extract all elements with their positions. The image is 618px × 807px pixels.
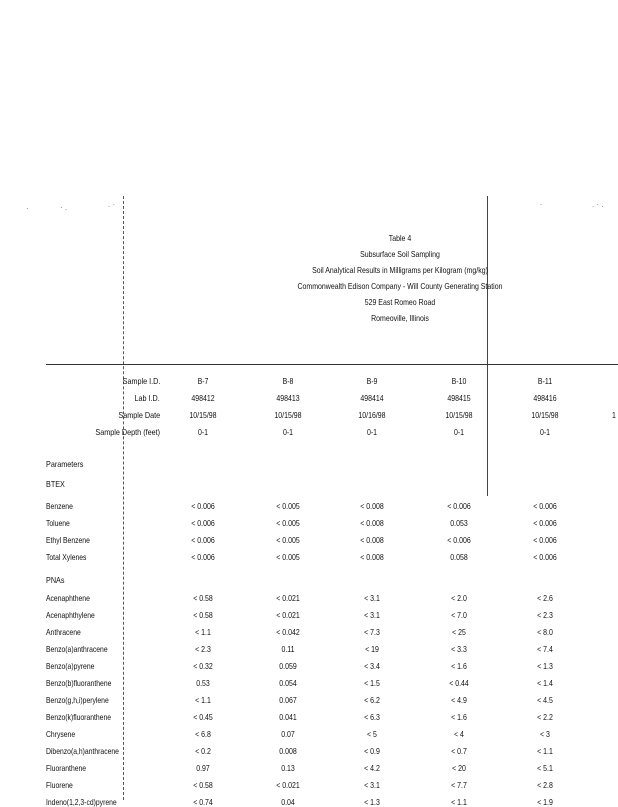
table-cell: < 0.44 (449, 678, 469, 688)
table-cell: 0.13 (281, 763, 295, 773)
table-cell: < 1.1 (195, 695, 211, 705)
row-label: Benzo(k)fluoranthene (46, 712, 112, 722)
table-cell: < 0.005 (276, 552, 300, 562)
table-cell: < 0.2 (195, 746, 211, 756)
table-cell: < 7.0 (451, 610, 467, 620)
table-cell: < 4 (454, 729, 464, 739)
row-label: Benzo(b)fluoranthene (46, 678, 112, 688)
column-lab-id: 498414 (360, 393, 384, 403)
table-cell: < 0.021 (276, 610, 300, 620)
table-cell: < 2.0 (451, 593, 467, 603)
row-label: Fluorene (46, 780, 73, 790)
table-cell: < 1.5 (364, 678, 380, 688)
table-cell: < 1.1 (451, 797, 467, 807)
table-cell: 0.07 (281, 729, 295, 739)
table-cell: < 0.005 (276, 518, 300, 528)
scan-vertical-line (123, 196, 124, 800)
column-sample-id: B-10 (451, 376, 467, 386)
table-cell: < 0.006 (191, 501, 215, 511)
column-sample-depth: 0-1 (453, 427, 465, 437)
company-name: Commonwealth Edison Company - Will County Generating Station (297, 281, 503, 291)
row-label: Toluene (46, 518, 70, 528)
table-cell: < 2.3 (537, 610, 553, 620)
header-sample-depth: Sample Depth (feet) (95, 427, 160, 437)
table-cell: 0.11 (281, 644, 295, 654)
table-cell: < 0.58 (193, 593, 213, 603)
table-cell: 0.97 (196, 763, 210, 773)
table-cell: 0.041 (279, 712, 297, 722)
table-cell: < 0.006 (533, 552, 557, 562)
table-cell: < 0.006 (533, 518, 557, 528)
table-cell: < 0.9 (364, 746, 380, 756)
table-cell: < 2.2 (537, 712, 553, 722)
row-label: Total Xylenes (46, 552, 87, 562)
table-cell: < 0.008 (360, 552, 384, 562)
column-sample-id: B-8 (282, 376, 294, 386)
table-cell: < 20 (452, 763, 466, 773)
table-cell: < 4.2 (364, 763, 380, 773)
table-cell: < 0.006 (447, 535, 471, 545)
table-cell: < 1.6 (451, 712, 467, 722)
table-cell: < 19 (365, 644, 379, 654)
row-label: Fluoranthene (46, 763, 87, 773)
table-cell: < 6.2 (364, 695, 380, 705)
table-cell: < 0.006 (191, 518, 215, 528)
table-cell: < 7.3 (364, 627, 380, 637)
table-cell: < 0.021 (276, 593, 300, 603)
column-sample-id: B-7 (197, 376, 209, 386)
table-cell: < 1.3 (364, 797, 380, 807)
column-sample-id: B-9 (366, 376, 378, 386)
scan-speck: . · . (592, 200, 604, 209)
column-lab-id: 498413 (276, 393, 300, 403)
row-label: Acenaphthylene (46, 610, 95, 620)
table-cell: < 0.021 (276, 780, 300, 790)
table-cell: < 0.45 (193, 712, 213, 722)
table-cell: < 0.74 (193, 797, 213, 807)
table-cell: 0.054 (279, 678, 297, 688)
table-cell: < 0.008 (360, 518, 384, 528)
column-sample-date: 10/15/98 (531, 410, 559, 420)
table-cell: 0.053 (450, 518, 468, 528)
table-cell: < 7.7 (451, 780, 467, 790)
table-cell: < 0.008 (360, 535, 384, 545)
header-sample-date: Sample Date (118, 410, 160, 420)
column-lab-id: 498416 (533, 393, 557, 403)
table-cell: < 3.4 (364, 661, 380, 671)
table-cell: < 3.1 (364, 610, 380, 620)
column-sample-id: B-11 (537, 376, 553, 386)
row-label: Anthracene (46, 627, 81, 637)
table-cell: < 1.3 (537, 661, 553, 671)
table-cell: < 1.9 (537, 797, 553, 807)
table-cell: < 2.8 (537, 780, 553, 790)
table-units: Soil Analytical Results in Milligrams per Kilogram (mg/kg) (312, 265, 488, 275)
table-cell: < 7.4 (537, 644, 553, 654)
section-pnas: PNAs (46, 575, 65, 585)
column-sample-date: 10/16/98 (358, 410, 386, 420)
table-cell: < 0.008 (360, 501, 384, 511)
column-sample-date: 10/15/98 (274, 410, 302, 420)
table-cell: < 4.9 (451, 695, 467, 705)
table-cell: < 25 (452, 627, 466, 637)
table-cell: 0.53 (196, 678, 210, 688)
row-label: Benzo(a)pyrene (46, 661, 95, 671)
table-cell: < 0.042 (276, 627, 300, 637)
table-cell: < 3.1 (364, 593, 380, 603)
table-title-block (277, 230, 523, 326)
table-cell: 0.058 (450, 552, 468, 562)
column-sample-depth: 0-1 (197, 427, 209, 437)
table-cell: < 2.6 (537, 593, 553, 603)
table-cell: 0.067 (279, 695, 297, 705)
table-cell: < 5.1 (537, 763, 553, 773)
row-label: Benzo(g,h,i)perylene (46, 695, 109, 705)
table-top-rule (46, 364, 618, 365)
column-sample-depth: 0-1 (282, 427, 294, 437)
table-cell: < 0.005 (276, 535, 300, 545)
column-sample-date: 10/15/98 (445, 410, 473, 420)
table-cell: 0.008 (279, 746, 297, 756)
row-label: Benzene (46, 501, 73, 511)
table-cell: < 1.1 (195, 627, 211, 637)
row-label: Chrysene (46, 729, 76, 739)
table-cell: < 4.5 (537, 695, 553, 705)
table-cell: < 0.58 (193, 610, 213, 620)
row-label: Benzo(a)anthracene (46, 644, 108, 654)
column-sample-depth: 0-1 (366, 427, 378, 437)
table-cell: < 3.3 (451, 644, 467, 654)
partial-column-text: 1 (612, 410, 616, 420)
table-cell: < 1.6 (451, 661, 467, 671)
row-label: Dibenzo(a,h)anthracene (46, 746, 119, 756)
table-number: Table 4 (388, 233, 412, 243)
column-lab-id: 498412 (191, 393, 215, 403)
table-cell: < 0.006 (191, 552, 215, 562)
column-lab-id: 498415 (447, 393, 471, 403)
section-btex: BTEX (46, 479, 65, 489)
table-cell: < 0.006 (533, 501, 557, 511)
table-cell: < 0.32 (193, 661, 213, 671)
scan-speck: . (540, 198, 543, 207)
table-subtitle: Subsurface Soil Sampling (360, 249, 440, 259)
table-cell: < 8.0 (537, 627, 553, 637)
header-sample-id: Sample I.D. (122, 376, 160, 386)
column-sample-depth: 0-1 (539, 427, 551, 437)
table-cell: < 6.3 (364, 712, 380, 722)
table-cell: < 1.4 (537, 678, 553, 688)
row-label: Ethyl Benzene (46, 535, 90, 545)
row-label: Acenaphthene (46, 593, 90, 603)
table-cell: < 0.006 (533, 535, 557, 545)
scan-speck: · . (60, 203, 68, 212)
site-address: 529 East Romeo Road (364, 297, 436, 307)
table-cell: 0.04 (281, 797, 295, 807)
table-cell: < 3 (540, 729, 550, 739)
scan-speck: · (26, 204, 29, 213)
table-cell: < 0.7 (451, 746, 467, 756)
table-cell: < 0.005 (276, 501, 300, 511)
table-cell: 0.059 (279, 661, 297, 671)
table-cell: < 3.1 (364, 780, 380, 790)
table-cell: < 0.58 (193, 780, 213, 790)
table-cell: < 1.1 (537, 746, 553, 756)
column-sample-date: 10/15/98 (189, 410, 217, 420)
table-cell: < 0.006 (447, 501, 471, 511)
table-cell: < 6.8 (195, 729, 211, 739)
header-lab-id: Lab I.D. (134, 393, 160, 403)
scan-speck: . · (108, 200, 116, 209)
site-city: Romeoville, Illinois (371, 313, 429, 323)
table-cell: < 5 (367, 729, 377, 739)
row-label: Indeno(1,2,3-cd)pyrene (46, 797, 117, 807)
table-cell: < 0.006 (191, 535, 215, 545)
section-parameters: Parameters (46, 459, 84, 469)
table-cell: < 2.3 (195, 644, 211, 654)
